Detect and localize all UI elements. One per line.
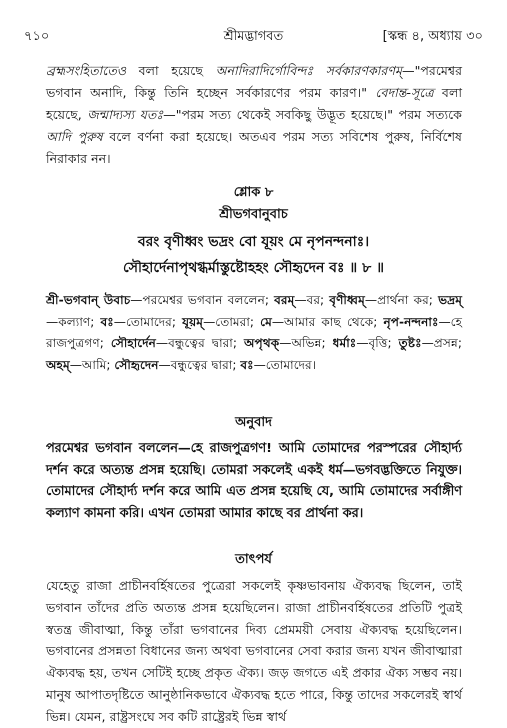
glossary-word: সৌহৃদেন [114,357,159,372]
translation-heading: অনুবাদ [235,415,272,430]
verse-line-1: বরং বৃণীধ্বং ভদ্রং বো যূয়ং মে নৃপনন্দনাঃ। [137,234,370,250]
purport-section [46,575,462,728]
glossary-meaning: —তোমাদের; [113,314,183,329]
page-number: ৭১০ [24,28,50,44]
text-span: বলে বর্ণনা করা হয়েছে। অতএব পরম সত্য সবিশেষ পুরুষ, নির্বিশেষ নিরাকার নন। [46,129,462,166]
glossary-word: তুষ্টঃ [398,336,422,350]
glossary-word: মে [260,314,272,329]
glossary-meaning: —পরমেশ্বর ভগবান বললেন; [130,293,275,307]
glossary-word: শ্রী-ভগবান্ উবাচ [46,293,131,307]
translation-section [46,438,462,524]
text-span: বলা হয়েছে [126,63,216,78]
glossary-word: বঃ [100,314,114,329]
verse-label: শ্লোক ৮ [233,185,274,200]
text-span: বেদান্ত-সূত্রে [375,85,434,100]
glossary-meaning: —তোমাদের। [253,357,317,372]
verse-line-2: সৌহার্দেনাপৃথগ্ধর্মাস্তুষ্টোহহং সৌহৃদেন বঃ ॥ ৮ ॥ [123,260,384,276]
glossary-meaning: —হে রাজপুত্রগণ; [46,314,462,350]
purport-heading: তাৎপর্য [235,552,272,567]
glossary-meaning: —বন্ধুত্বের দ্বারা; [158,357,241,372]
page-header [24,26,483,48]
glossary-word: বৃণীধ্বম্ [329,293,365,307]
glossary-meaning: —আমি; [69,357,115,372]
glossary-word: ধর্মাঃ [332,336,357,350]
glossary-word: যূয়ম্ [182,314,204,329]
chapter-reference: [স্কন্ধ ৪, অধ্যায় ৩০ [382,28,483,44]
text-span: —"পরম সত্য থেকেই সবকিছু উদ্ভূত হয়েছে।" পরম সত্যকে [163,107,462,122]
text-span: বলা হয়েছে, [46,85,462,122]
glossary-meaning: —বর; [294,293,330,307]
text-span: ব্রহ্মসংহিতাতেও [46,63,127,78]
text-span: জন্মাদ্যস্য যতঃ [87,107,164,122]
translation-text: পরমেশ্বর ভগবান বললেন—হে রাজপুত্রগণ! আমি তোমাদের পরস্পরের সৌহার্দ্য দর্শন করে অত্যন্ত প্রসন্ন হয়েছি। তোমরা সকলেই একই ধর্ম—ভগবদ্ভক্তিতে নিযুক্ত। তোমাদের সৌহার্দ্য দর্শন করে আমি এত প্রসন্ন হয়েছি যে, আমি তোমাদের সর্বাঙ্গীণ কল্যাণ কামনা করি। এখন তোমরা আমার কাছে বর প্রার্থনা কর। [46,441,462,521]
glossary-meaning: —বৃত্তি; [356,336,399,350]
glossary-meaning: —আমার কাছ থেকে; [271,314,384,329]
glossary-meaning: —কল্যাণ; [46,314,101,329]
glossary-word: বরম্ [274,293,295,307]
text-span: অনাদিরাদির্গোবিন্দঃ সর্বকারণকারণম্ [215,63,402,78]
glossary-meaning: —বন্ধুত্বের দ্বারা; [155,336,244,350]
verse-speaker: শ্রীভগবানুবাচ [219,207,288,222]
purport-text: যেহেতু রাজা প্রাচীনবর্হিষতের পুত্রেরা সকলেই কৃষ্ণভাবনায় ঐক্যবদ্ধ ছিলেন, তাই ভগবান তাঁদের প্রতি অত্যন্ত প্রসন্ন হয়েছিলেন। রাজা প্রাচীনবর্হিষতের প্রতিটি পুত্রই স্বতন্ত্র জীবাত্মা, কিন্তু তাঁরা ভগবানের দিব্য প্রেমময়ী সেবায় ঐক্যবদ্ধ হয়েছিলেন। ভগবানের প্রসন্নতা বিধানের জন্য অথবা ভগবানের সেবা করার জন্য যখন জীবাত্মারা ঐক্যবদ্ধ হয়, তখন সেটিই হচ্ছে প্রকৃত ঐক্য। জড় জগতে এই প্রকার ঐক্য সম্ভব নয়। মানুষ আপাতদৃষ্টিতে আনুষ্ঠানিকভাবে ঐক্যবদ্ধ হতে পারে, কিন্তু তাদের সকলেরই স্বার্থ ভিন্ন। যেমন, রাষ্ট্রসংঘে সব কটি রাষ্ট্রেরই ভিন্ন স্বার্থ [46,578,462,724]
glossary-word: অহম্ [46,357,70,372]
glossary-meaning: —প্রার্থনা কর; [364,293,439,307]
glossary-word: সৌহার্দেন [110,336,156,350]
text-span: —"পরমেশ্বর ভগবান অনাদি, কিন্তু তিনি হচ্ছেন সর্বকারণের পরম কারণ।" [46,63,463,100]
book-title: শ্রীমদ্ভাগবত [223,28,284,44]
glossary-meaning: —প্রসন্ন; [421,336,462,350]
intro-paragraph [46,60,462,170]
text-span: আদি পুরুষ [46,129,103,144]
glossary-word: বঃ [240,357,254,372]
glossary-word: ভদ্রম্ [438,293,463,307]
glossary-meaning: —অভিন্ন; [279,336,333,350]
glossary-meaning: —তোমরা; [203,314,261,329]
glossary-word: অপৃথক্ [244,336,280,350]
glossary-word: নৃপ-নন্দনাঃ [383,314,439,329]
word-glossary [46,290,462,376]
